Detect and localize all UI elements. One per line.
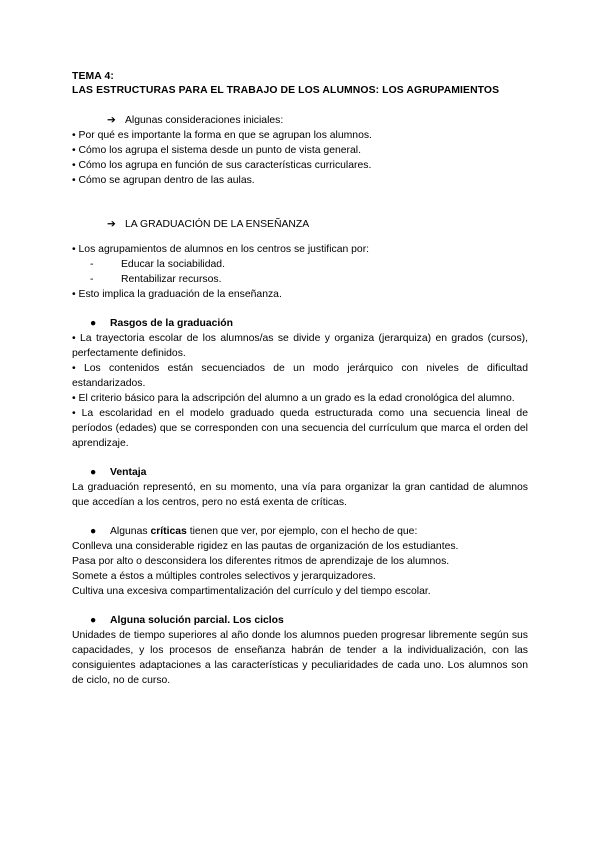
dash-item: - Rentabilizar recursos. [90,274,222,285]
bullet-icon: ● [90,467,97,478]
title-line-1: TEMA 4: [72,71,114,82]
title-line-2: LAS ESTRUCTURAS PARA EL TRABAJO DE LOS ALUMNOS: LOS AGRUPAMIENTOS [72,85,500,96]
document-title [72,70,528,98]
list-item: • Por qué es importante la forma en que se agrupan los alumnos. [72,130,372,141]
graduacion-intro: • Los agrupamientos de alumnos en los centros se justifican por: [72,244,370,255]
rasgos-heading: ● Rasgos de la graduación [90,318,233,329]
criticas-item: Conlleva una considerable rigidez en las pautas de organización de los estudiantes. [72,541,459,552]
rasgos-paragraph: • Los contenidos están secuenciados de un modo jerárquico con niveles de dificultad estandarizados. [72,363,528,389]
graduacion-implica: • Esto implica la graduación de la enseñanza. [72,289,282,300]
rasgos-paragraph: • La trayectoria escolar de los alumnos/as se divide y organiza (jerarquiza) en grados (cursos), perfectamente definidos. [72,333,528,359]
criticas-item: Cultiva una excesiva compartimentalización del currículo y del tiempo escolar. [72,586,431,597]
ciclos-text: Unidades de tiempo superiores al año donde los alumnos pueden progresar libremente según sus capacidades, y los procesos de enseñanza habrán de tender a la individualización, con las consiguientes adaptaciones a las características y peculiaridades de cada uno. Los alumnos son de ciclo, no de curso. [72,630,528,686]
criticas-item: Pasa por alto o desconsidera los diferentes ritmos de aprendizaje de los alumnos. [72,556,450,567]
ventaja-text: La graduación representó, en su momento, una vía para organizar la gran cantidad de alumnos que accedían a los centros, pero no está exenta de críticas. [72,482,528,508]
criticas-intro: ● Algunas críticas tienen que ver, por ejemplo, con el hecho de que: [90,526,418,537]
ciclos-heading: ● Alguna solución parcial. Los ciclos [90,615,284,626]
consideraciones-heading: ➔ Algunas consideraciones iniciales: [107,115,284,126]
criticas-keyword: críticas [150,526,187,537]
criticas-item: Somete a éstos a múltiples controles selectivos y jerarquizadores. [72,571,376,582]
list-item: • Cómo los agrupa el sistema desde un punto de vista general. [72,145,361,156]
ventaja-heading: ● Ventaja [90,467,147,478]
list-item: • Cómo los agrupa en función de sus características curriculares. [72,160,372,171]
document-page [72,70,528,688]
arrow-icon: ➔ [107,219,116,230]
bullet-icon: ● [90,318,97,329]
graduacion-heading: ➔ LA GRADUACIÓN DE LA ENSEÑANZA [107,219,310,230]
dash-item: - Educar la sociabilidad. [90,259,225,270]
rasgos-paragraph: • La escolaridad en el modelo graduado queda estructurada como una secuencia lineal de períodos (edades) que se corresponden con una secuencia del currículum que marca el orden del aprendizaje. [72,408,528,449]
list-item: • Cómo se agrupan dentro de las aulas. [72,175,255,186]
rasgos-paragraph: • El criterio básico para la adscripción del alumno a un grado es la edad cronológica del alumno. [72,393,515,404]
consideraciones-list [72,128,528,188]
bullet-icon: ● [90,615,97,626]
bullet-icon: ● [90,526,97,537]
arrow-icon: ➔ [107,115,116,126]
